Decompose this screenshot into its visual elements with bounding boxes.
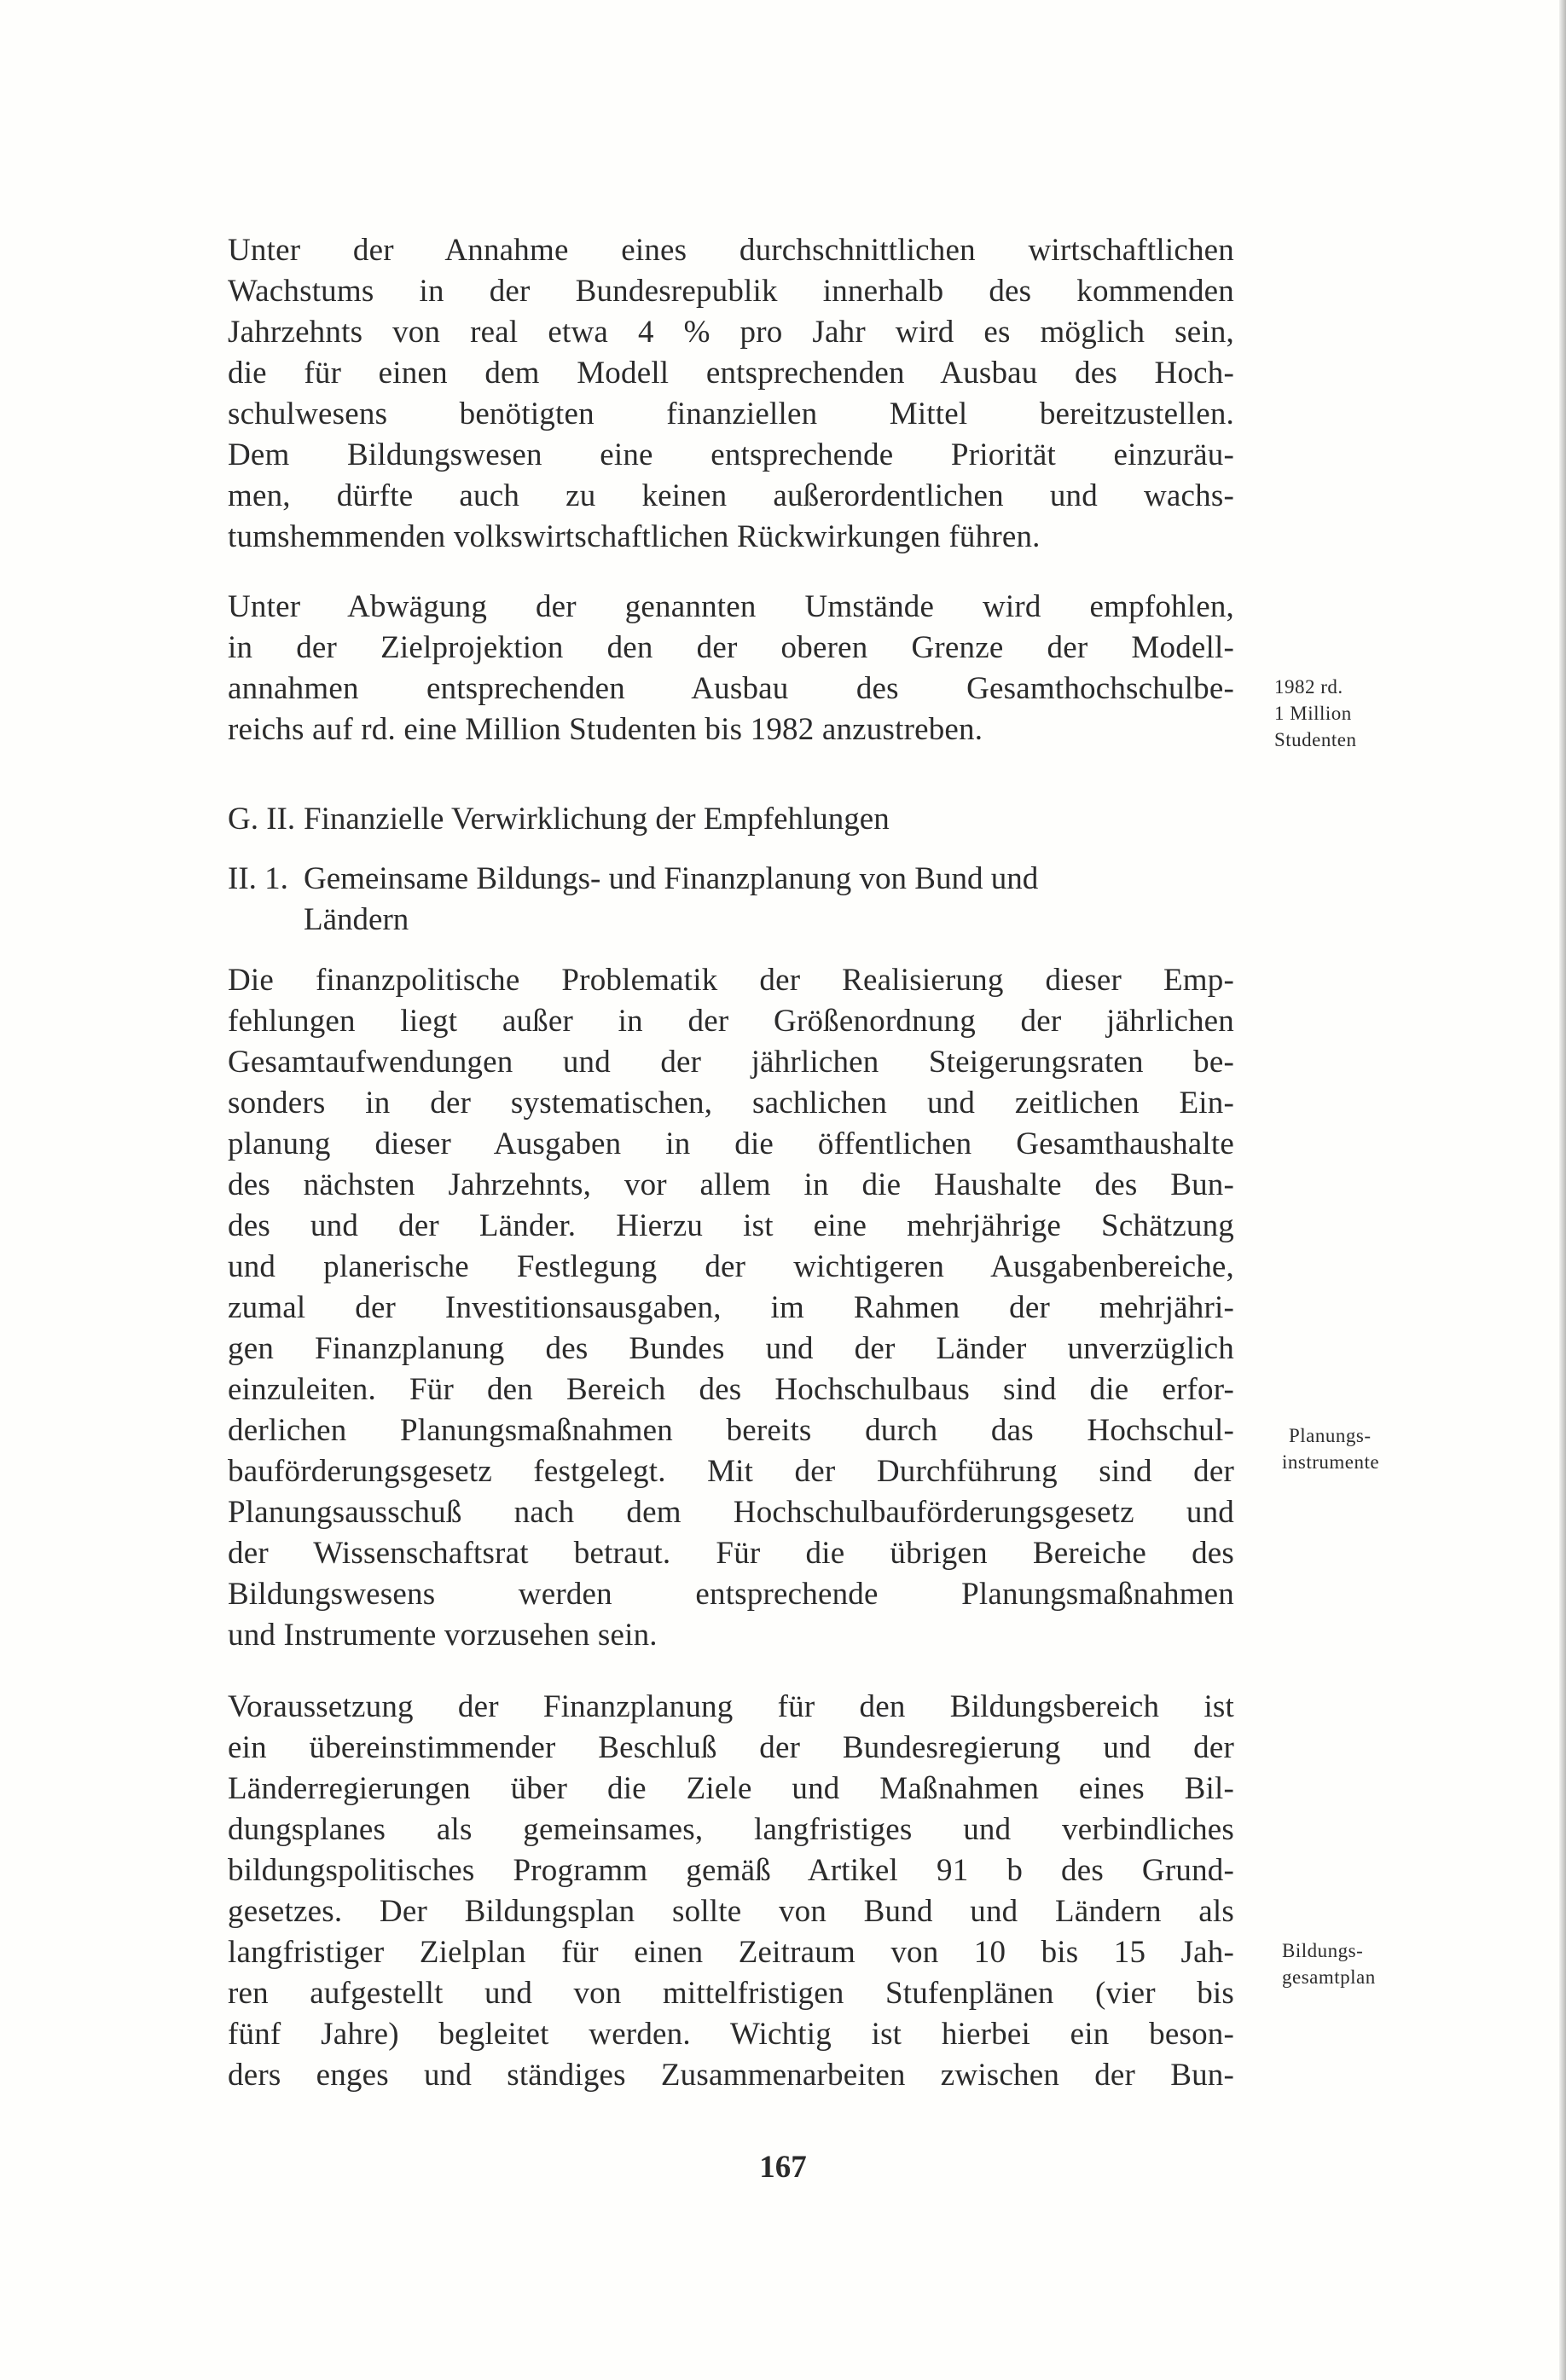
text-line: schulwesens benötigten finanziellen Mittel bereitzustellen. bbox=[228, 397, 1234, 431]
heading-title: Gemeinsame Bildungs- und Finanzplanung von Bund und bbox=[304, 861, 1039, 896]
text-line: Gesamtaufwendungen und der jährlichen Steigerungsraten be- bbox=[228, 1045, 1234, 1080]
text-line: langfristiger Zielplan für einen Zeitraum von 10 bis 15 Jah- bbox=[228, 1935, 1234, 1970]
heading-number: II. 1. bbox=[228, 861, 288, 896]
text-line: bauförderungsgesetz festgelegt. Mit der Durchführung sind der bbox=[228, 1454, 1234, 1489]
section-heading-ii1 bbox=[228, 859, 1234, 941]
text-line: sonders in der systematischen, sachlichen und zeitlichen Ein- bbox=[228, 1086, 1234, 1121]
text-line: reichs auf rd. eine Million Studenten bis 1982 anzustreben. bbox=[228, 712, 983, 747]
margin-note-line: Planungs- bbox=[1289, 1425, 1372, 1446]
text-line: annahmen entsprechenden Ausbau des Gesamthochschulbe- bbox=[228, 671, 1234, 706]
margin-note-line: 1982 rd. bbox=[1274, 676, 1343, 698]
heading-title: Finanzielle Verwirklichung der Empfehlungen bbox=[304, 802, 890, 837]
margin-note-line: instrumente bbox=[1282, 1451, 1380, 1473]
text-line: fünf Jahre) begleitet werden. Wichtig ist hierbei ein beson- bbox=[228, 2017, 1234, 2052]
text-line: bildungspolitisches Programm gemäß Artikel 91 b des Grund- bbox=[228, 1853, 1234, 1888]
text-line: Jahrzehnts von real etwa 4 % pro Jahr wird es möglich sein, bbox=[228, 315, 1234, 350]
margin-note-studenten bbox=[1274, 674, 1357, 753]
text-line: Planungsausschuß nach dem Hochschulbauförderungsgesetz und bbox=[228, 1495, 1234, 1530]
margin-note-bildungsgesamtplan bbox=[1282, 1937, 1376, 1990]
text-line: Unter der Annahme eines durchschnittlichen wirtschaftlichen bbox=[228, 233, 1234, 268]
text-line: gesetzes. Der Bildungsplan sollte von Bund und Ländern als bbox=[228, 1894, 1234, 1929]
margin-note-line: 1 Million bbox=[1274, 703, 1352, 724]
text-line: und Instrumente vorzusehen sein. bbox=[228, 1618, 658, 1653]
text-line: derlichen Planungsmaßnahmen bereits durch das Hochschul- bbox=[228, 1413, 1234, 1448]
text-line: und planerische Festlegung der wichtigeren Ausgabenbereiche, bbox=[228, 1249, 1234, 1284]
text-line: ren aufgestellt und von mittelfristigen Stufenplänen (vier bis bbox=[228, 1976, 1234, 2011]
paragraph-voraussetzung bbox=[228, 1687, 1234, 2096]
text-line: tumshemmenden volkswirtschaftlichen Rückwirkungen führen. bbox=[228, 519, 1041, 554]
margin-note-line: gesamtplan bbox=[1282, 1966, 1376, 1988]
text-line: dungsplanes als gemeinsames, langfristiges und verbindliches bbox=[228, 1812, 1234, 1847]
page-edge bbox=[1559, 0, 1566, 2380]
text-line: Voraussetzung der Finanzplanung für den Bildungsbereich ist bbox=[228, 1689, 1234, 1724]
paragraph-growth bbox=[228, 230, 1234, 558]
text-line: Dem Bildungswesen eine entsprechende Priorität einzuräu- bbox=[228, 437, 1234, 472]
text-line: gen Finanzplanung des Bundes und der Länder unverzüglich bbox=[228, 1331, 1234, 1366]
text-line: die für einen dem Modell entsprechenden Ausbau des Hoch- bbox=[228, 356, 1234, 391]
text-line: der Wissenschaftsrat betraut. Für die übrigen Bereiche des bbox=[228, 1536, 1234, 1571]
margin-note-line: Studenten bbox=[1274, 729, 1357, 750]
text-line: Wachstums in der Bundesrepublik innerhalb des kommenden bbox=[228, 274, 1234, 309]
paragraph-problematik bbox=[228, 960, 1234, 1656]
text-line: des und der Länder. Hierzu ist eine mehrjährige Schätzung bbox=[228, 1208, 1234, 1243]
text-line: ein übereinstimmender Beschluß der Bundesregierung und der bbox=[228, 1730, 1234, 1765]
text-line: Länderregierungen über die Ziele und Maßnahmen eines Bil- bbox=[228, 1771, 1234, 1806]
page-number: 167 bbox=[759, 2150, 807, 2185]
text-line: zumal der Investitionsausgaben, im Rahmen der mehrjähri- bbox=[228, 1290, 1234, 1325]
heading-title-cont: Ländern bbox=[304, 902, 409, 937]
text-line: in der Zielprojektion den der oberen Grenze der Modell- bbox=[228, 630, 1234, 665]
heading-number: G. II. bbox=[228, 802, 296, 837]
text-line: fehlungen liegt außer in der Größenordnung der jährlichen bbox=[228, 1004, 1234, 1039]
text-line: ders enges und ständiges Zusammenarbeiten zwischen der Bun- bbox=[228, 2058, 1234, 2093]
text-line: des nächsten Jahrzehnts, vor allem in die Haushalte des Bun- bbox=[228, 1167, 1234, 1202]
paragraph-recommendation bbox=[228, 587, 1234, 750]
margin-note-line: Bildungs- bbox=[1282, 1940, 1364, 1961]
margin-note-planungsinstrumente bbox=[1282, 1422, 1379, 1475]
text-line: Unter Abwägung der genannten Umstände wird empfohlen, bbox=[228, 589, 1234, 624]
text-line: men, dürfte auch zu keinen außerordentlichen und wachs- bbox=[228, 478, 1234, 513]
text-line: planung dieser Ausgaben in die öffentlichen Gesamthaushalte bbox=[228, 1126, 1234, 1161]
text-line: Die finanzpolitische Problematik der Realisierung dieser Emp- bbox=[228, 963, 1234, 998]
text-line: Bildungswesens werden entsprechende Planungsmaßnahmen bbox=[228, 1577, 1234, 1612]
section-heading-g2 bbox=[228, 799, 1234, 840]
text-line: einzuleiten. Für den Bereich des Hochschulbaus sind die erfor- bbox=[228, 1372, 1234, 1407]
